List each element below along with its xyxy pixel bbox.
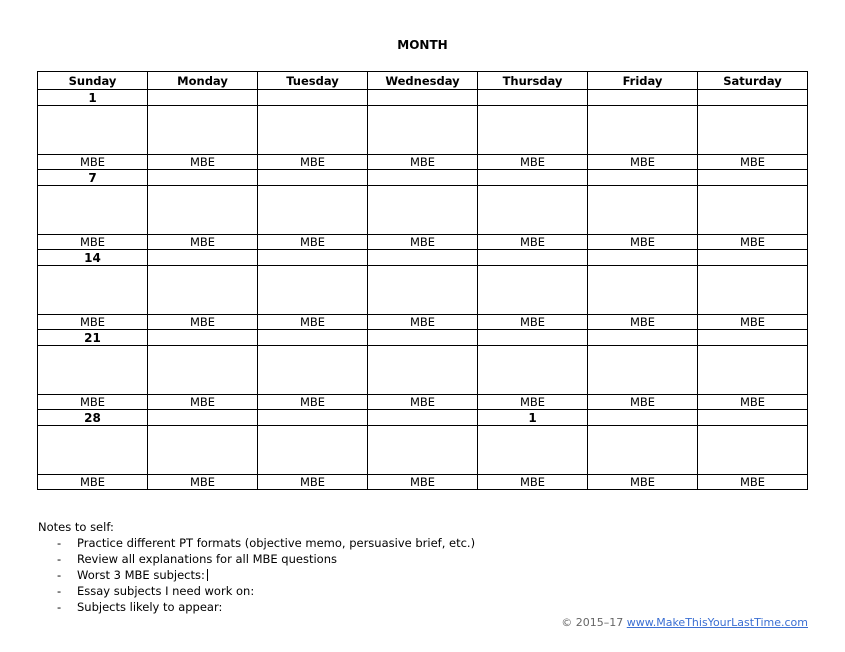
day-number-cell	[368, 410, 478, 426]
day-number-cell: 1	[38, 90, 148, 106]
mbe-cell: MBE	[148, 235, 258, 250]
mbe-cell: MBE	[478, 155, 588, 170]
day-number-cell: 21	[38, 330, 148, 346]
day-entry-cell[interactable]	[258, 426, 368, 475]
mbe-cell: MBE	[258, 395, 368, 410]
mbe-cell: MBE	[148, 155, 258, 170]
notes-item-text: Practice different PT formats (objective memo, persuasive brief, etc.)	[77, 536, 476, 550]
weekday-saturday: Saturday	[698, 72, 808, 90]
day-number-cell	[258, 330, 368, 346]
day-entry-cell[interactable]	[368, 346, 478, 395]
mbe-cell: MBE	[258, 155, 368, 170]
mbe-cell: MBE	[258, 315, 368, 330]
bullet-dash: -	[57, 584, 62, 598]
day-entry-cell[interactable]	[588, 346, 698, 395]
day-number-cell	[588, 330, 698, 346]
mbe-cell: MBE	[698, 235, 808, 250]
day-entry-cell[interactable]	[38, 186, 148, 235]
day-number-cell	[148, 250, 258, 266]
day-number-cell	[698, 170, 808, 186]
calendar-table	[37, 71, 808, 490]
week-mbe-row	[38, 155, 808, 170]
footer	[561, 616, 808, 629]
notes-item-text: Review all explanations for all MBE questions	[77, 552, 337, 566]
weekday-monday: Monday	[148, 72, 258, 90]
mbe-cell: MBE	[698, 315, 808, 330]
day-number-cell: 14	[38, 250, 148, 266]
week-number-row	[38, 170, 808, 186]
mbe-cell: MBE	[588, 475, 698, 490]
day-entry-cell[interactable]	[38, 426, 148, 475]
week-entry-row	[38, 426, 808, 475]
day-entry-cell[interactable]	[478, 426, 588, 475]
notes-item-text: Essay subjects I need work on:	[77, 584, 255, 598]
weekday-friday: Friday	[588, 72, 698, 90]
day-number-cell	[368, 330, 478, 346]
day-number-cell	[588, 90, 698, 106]
day-entry-cell[interactable]	[38, 346, 148, 395]
mbe-cell: MBE	[588, 395, 698, 410]
mbe-cell: MBE	[698, 395, 808, 410]
notes-item-text: Subjects likely to appear:	[77, 600, 223, 614]
mbe-cell: MBE	[368, 315, 478, 330]
weekday-tuesday: Tuesday	[258, 72, 368, 90]
mbe-cell: MBE	[38, 235, 148, 250]
bullet-dash: -	[57, 536, 62, 550]
notes-item	[38, 583, 475, 599]
day-entry-cell[interactable]	[38, 106, 148, 155]
mbe-cell: MBE	[38, 155, 148, 170]
day-number-cell	[148, 330, 258, 346]
mbe-cell: MBE	[368, 155, 478, 170]
mbe-cell: MBE	[478, 475, 588, 490]
notes-section	[38, 519, 475, 615]
mbe-cell: MBE	[148, 475, 258, 490]
mbe-cell: MBE	[38, 395, 148, 410]
website-link[interactable]: www.MakeThisYourLastTime.com	[626, 616, 808, 629]
weekday-header-row	[38, 72, 808, 90]
week-mbe-row	[38, 395, 808, 410]
day-entry-cell[interactable]	[148, 426, 258, 475]
copyright-text: © 2015–17	[561, 616, 624, 629]
weekday-thursday: Thursday	[478, 72, 588, 90]
day-entry-cell[interactable]	[588, 266, 698, 315]
mbe-cell: MBE	[368, 475, 478, 490]
mbe-cell: MBE	[698, 155, 808, 170]
day-entry-cell[interactable]	[588, 186, 698, 235]
day-number-cell	[368, 170, 478, 186]
day-number-cell: 28	[38, 410, 148, 426]
week-entry-row	[38, 266, 808, 315]
mbe-cell: MBE	[588, 155, 698, 170]
day-entry-cell[interactable]	[478, 186, 588, 235]
day-number-cell: 1	[478, 410, 588, 426]
day-entry-cell[interactable]	[588, 106, 698, 155]
day-number-cell: 7	[38, 170, 148, 186]
day-entry-cell[interactable]	[368, 426, 478, 475]
day-number-cell	[258, 170, 368, 186]
day-entry-cell[interactable]	[698, 346, 808, 395]
notes-item	[38, 535, 475, 551]
day-entry-cell[interactable]	[148, 186, 258, 235]
bullet-dash: -	[57, 568, 62, 582]
day-entry-cell[interactable]	[258, 266, 368, 315]
day-number-cell	[148, 410, 258, 426]
notes-item	[38, 567, 475, 583]
day-entry-cell[interactable]	[258, 106, 368, 155]
day-entry-cell[interactable]	[478, 266, 588, 315]
day-entry-cell[interactable]	[368, 266, 478, 315]
day-number-cell	[698, 90, 808, 106]
mbe-cell: MBE	[148, 395, 258, 410]
week-number-row	[38, 410, 808, 426]
day-number-cell	[478, 330, 588, 346]
week-number-row	[38, 90, 808, 106]
week-number-row	[38, 250, 808, 266]
day-number-cell	[698, 250, 808, 266]
day-entry-cell[interactable]	[698, 186, 808, 235]
day-number-cell	[258, 90, 368, 106]
day-entry-cell[interactable]	[698, 426, 808, 475]
weekday-wednesday: Wednesday	[368, 72, 478, 90]
day-number-cell	[258, 410, 368, 426]
bullet-dash: -	[57, 552, 62, 566]
week-entry-row	[38, 106, 808, 155]
bullet-dash: -	[57, 600, 62, 614]
mbe-cell: MBE	[478, 315, 588, 330]
day-number-cell	[148, 170, 258, 186]
weekday-sunday: Sunday	[38, 72, 148, 90]
mbe-cell: MBE	[588, 235, 698, 250]
day-entry-cell[interactable]	[588, 426, 698, 475]
mbe-cell: MBE	[258, 475, 368, 490]
day-entry-cell[interactable]	[258, 346, 368, 395]
mbe-cell: MBE	[148, 315, 258, 330]
day-number-cell	[368, 90, 478, 106]
week-number-row	[38, 330, 808, 346]
week-entry-row	[38, 186, 808, 235]
mbe-cell: MBE	[478, 235, 588, 250]
day-number-cell	[478, 90, 588, 106]
page-title: MONTH	[397, 38, 448, 52]
mbe-cell: MBE	[478, 395, 588, 410]
day-entry-cell[interactable]	[38, 266, 148, 315]
mbe-cell: MBE	[258, 235, 368, 250]
week-mbe-row	[38, 315, 808, 330]
mbe-cell: MBE	[38, 475, 148, 490]
mbe-cell: MBE	[368, 395, 478, 410]
day-number-cell	[588, 250, 698, 266]
notes-item	[38, 551, 475, 567]
day-number-cell	[478, 170, 588, 186]
day-number-cell	[588, 410, 698, 426]
day-number-cell	[698, 410, 808, 426]
day-entry-cell[interactable]	[698, 266, 808, 315]
mbe-cell: MBE	[588, 315, 698, 330]
day-entry-cell[interactable]	[478, 346, 588, 395]
text-cursor	[207, 569, 208, 581]
day-number-cell	[148, 90, 258, 106]
day-entry-cell[interactable]	[148, 266, 258, 315]
mbe-cell: MBE	[368, 235, 478, 250]
day-entry-cell[interactable]	[368, 186, 478, 235]
mbe-cell: MBE	[38, 315, 148, 330]
notes-list	[38, 535, 475, 615]
day-entry-cell[interactable]	[478, 106, 588, 155]
week-mbe-row	[38, 475, 808, 490]
mbe-cell: MBE	[698, 475, 808, 490]
day-entry-cell[interactable]	[148, 346, 258, 395]
notes-heading: Notes to self:	[38, 520, 114, 534]
notes-item-text: Worst 3 MBE subjects:	[77, 568, 205, 582]
day-entry-cell[interactable]	[258, 186, 368, 235]
day-entry-cell[interactable]	[698, 106, 808, 155]
notes-item	[38, 599, 475, 615]
day-number-cell	[588, 170, 698, 186]
day-number-cell	[698, 330, 808, 346]
week-mbe-row	[38, 235, 808, 250]
day-number-cell	[478, 250, 588, 266]
day-entry-cell[interactable]	[148, 106, 258, 155]
day-number-cell	[258, 250, 368, 266]
day-number-cell	[368, 250, 478, 266]
day-entry-cell[interactable]	[368, 106, 478, 155]
week-entry-row	[38, 346, 808, 395]
